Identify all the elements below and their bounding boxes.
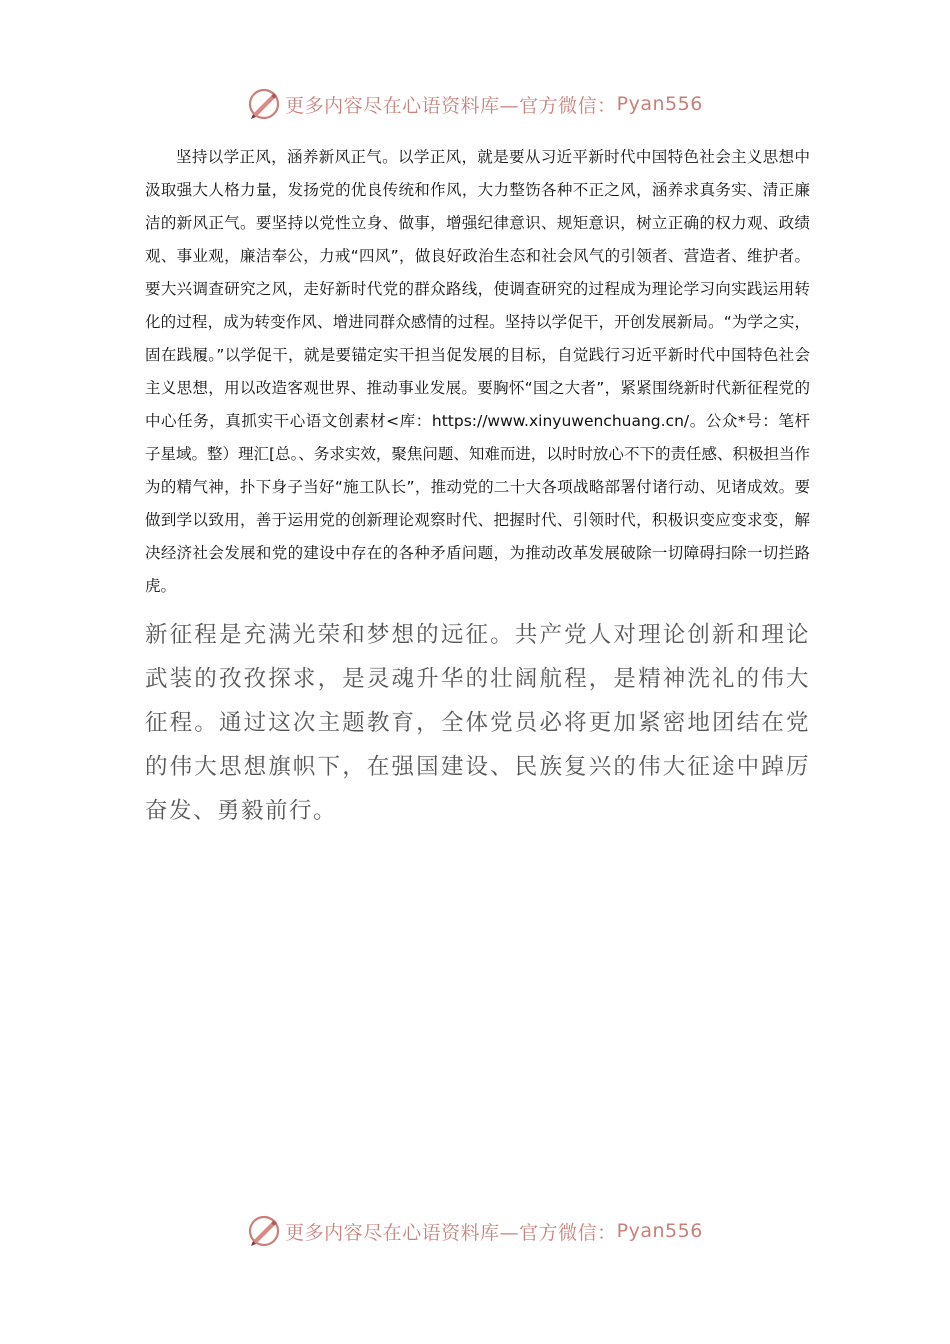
header-watermark [0, 84, 950, 124]
pen-circle-logo-icon [247, 87, 281, 121]
watermark-text: 更多内容尽在心语资料库—官方微信： [285, 94, 617, 117]
watermark-wechat-id: Pyan556 [616, 1220, 703, 1242]
watermark-text: 更多内容尽在心语资料库—官方微信： [285, 1221, 617, 1244]
footer-watermark [0, 1211, 950, 1251]
body-paragraph-1: 坚持以学正风，涵养新风正气。以学正风，就是要从习近平新时代中国特色社会主义思想中汲取强大人格力量，发扬党的优良传统和作风，大力整饬各种不正之风，涵养求真务实、清正廉洁的新风正气。要坚持以党性立身、做事，增强纪律意识、规矩意识，树立正确的权力观、政绩观、事业观，廉洁奉公，力戒“四风”，做良好政治生态和社会风气的引领者、营造者、维护者。要大兴调查研究之风，走好新时代党的群众路线，使调查研究的过程成为理论学习向实践运用转化的过程，成为转变作风、增进同群众感情的过程。坚持以学促干，开创发展新局。“为学之实，固在践履。”以学促干，就是要锚定实干担当促发展的目标，自觉践行习近平新时代中国特色社会主义思想，用以改造客观世界、推动事业发展。要胸怀“国之大者”，紧紧围绕新时代新征程党的中心任务，真抓实干心语文创素材<库：https://www.xinyuwenchuang.cn/。公众*号：笔杆子星域。整）理汇[总。、务求实效，聚焦问题、知难而进，以时时放心不下的责任感、积极担当作为的精气神，扑下身子当好“施工队长”，推动党的二十大各项战略部署付诸行动、见诸成效。要做到学以致用，善于运用党的创新理论观察时代、把握时代、引领时代，积极识变应变求变，解决经济社会发展和党的建设中存在的各种矛盾问题，为推动改革发展破除一切障碍扫除一切拦路虎。 [145, 148, 810, 595]
watermark-wechat-id: Pyan556 [616, 93, 703, 115]
pen-circle-logo-icon [247, 1214, 281, 1248]
document-body [145, 141, 810, 833]
body-paragraph-2: 新征程是充满光荣和梦想的远征。共产党人对理论创新和理论武装的孜孜探求，是灵魂升华的壮阔航程，是精神洗礼的伟大征程。通过这次主题教育，全体党员必将更加紧密地团结在党的伟大思想旗帜下，在强国建设、民族复兴的伟大征途中踔厉奋发、勇毅前行。 [145, 622, 810, 824]
